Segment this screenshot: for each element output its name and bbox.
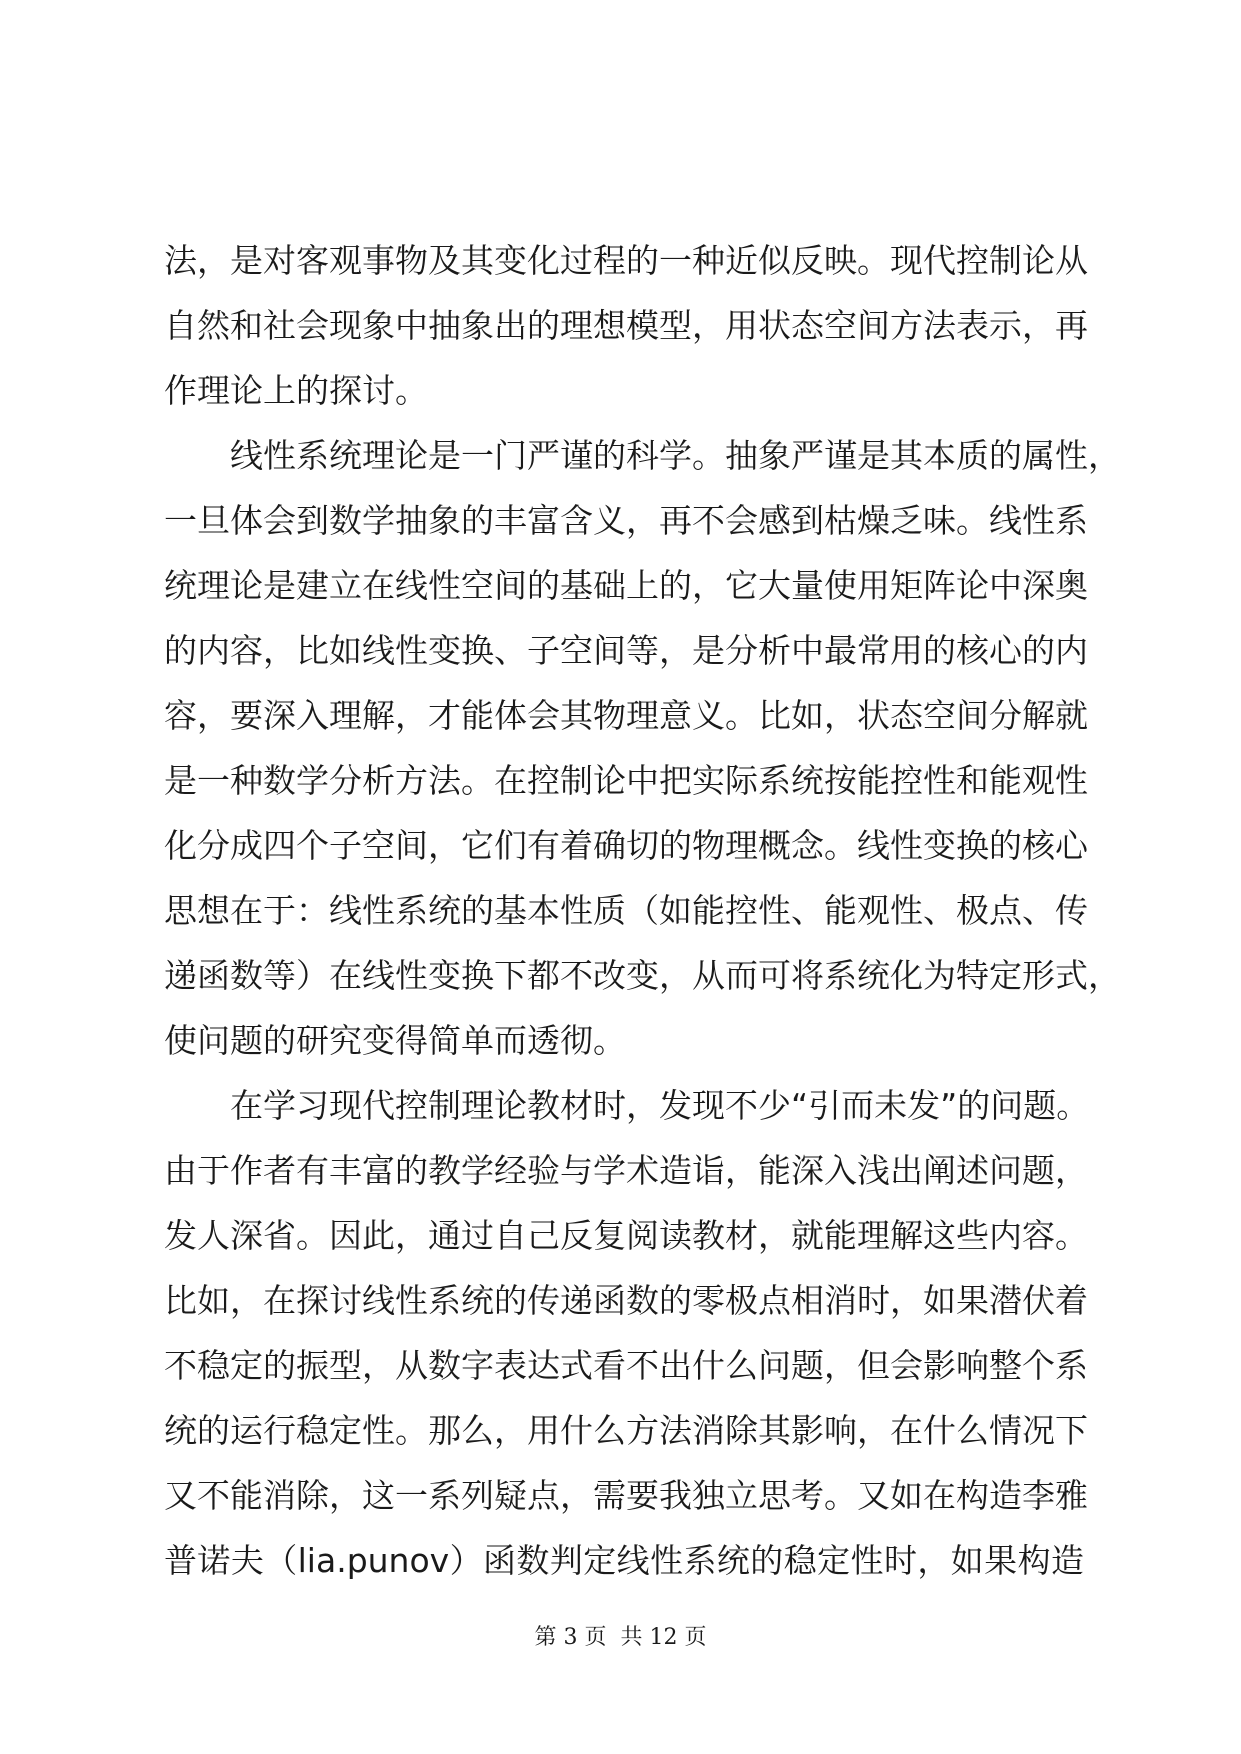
text-line-18: 不稳定的振型，从数字表达式看不出什么问题，但会影响整个系 bbox=[164, 1346, 1088, 1385]
text-line-15: 由于作者有丰富的教学经验与学术造诣，能深入浅出阐述问题， bbox=[164, 1151, 1088, 1190]
text-line-20: 又不能消除，这一系列疑点，需要我独立思考。又如在构造李雅 bbox=[164, 1476, 1088, 1515]
text-line-9: 是一种数学分析方法。在控制论中把实际系统按能控性和能观性 bbox=[164, 761, 1088, 800]
text-line-1: 法，是对客观事物及其变化过程的一种近似反映。现代控制论从 bbox=[164, 241, 1088, 280]
text-line-8: 容，要深入理解，才能体会其物理意义。比如，状态空间分解就 bbox=[164, 696, 1088, 735]
page-number-label: 第 3 页 共 12 页 bbox=[534, 1625, 707, 1650]
text-line-2: 自然和社会现象中抽象出的理想模型，用状态空间方法表示，再 bbox=[164, 306, 1088, 345]
text-line-5: 一旦体会到数学抽象的丰富含义，再不会感到枯燥乏味。线性系 bbox=[164, 501, 1088, 540]
text-line-19: 统的运行稳定性。那么，用什么方法消除其影响，在什么情况下 bbox=[164, 1411, 1088, 1450]
body-text bbox=[164, 228, 1121, 1593]
text-line-13: 使问题的研究变得简单而透彻。 bbox=[164, 1021, 626, 1060]
text-line-7: 的内容，比如线性变换、子空间等，是分析中最常用的核心的内 bbox=[164, 631, 1088, 670]
text-line-14: 在学习现代控制理论教材时，发现不少“引而未发”的问题。 bbox=[230, 1086, 1090, 1125]
text-line-6: 统理论是建立在线性空间的基础上的，它大量使用矩阵论中深奥 bbox=[164, 566, 1088, 605]
text-line-3: 作理论上的探讨。 bbox=[164, 371, 428, 410]
text-line-12: 递函数等）在线性变换下都不改变，从而可将系统化为特定形式， bbox=[164, 956, 1121, 995]
text-line-21: 普诺夫（lia.punov）函数判定线性系统的稳定性时，如果构造 bbox=[164, 1541, 1084, 1580]
text-line-10: 化分成四个子空间，它们有着确切的物理概念。线性变换的核心 bbox=[164, 826, 1088, 865]
text-line-17: 比如，在探讨线性系统的传递函数的零极点相消时，如果潜伏着 bbox=[164, 1281, 1088, 1320]
text-line-4: 线性系统理论是一门严谨的科学。抽象严谨是其本质的属性， bbox=[230, 436, 1121, 475]
page-footer bbox=[0, 1620, 1241, 1651]
text-line-11: 思想在于：线性系统的基本性质（如能控性、能观性、极点、传 bbox=[164, 891, 1088, 930]
text-line-16: 发人深省。因此，通过自己反复阅读教材，就能理解这些内容。 bbox=[164, 1216, 1088, 1255]
